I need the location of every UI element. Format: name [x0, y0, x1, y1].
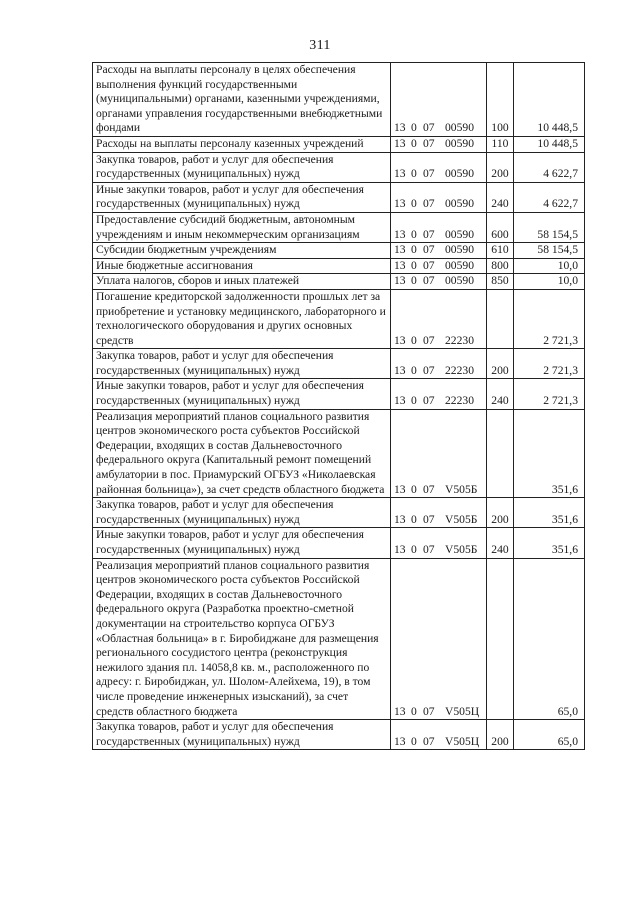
amount: 10 448,5 — [514, 136, 585, 152]
expense-type-code: 850 — [487, 274, 514, 290]
table-row — [93, 182, 585, 212]
table-row — [93, 274, 585, 290]
code-main-event: 07 — [423, 197, 435, 211]
table-row — [93, 212, 585, 242]
code-main-event: 07 — [423, 543, 435, 556]
amount: 65,0 — [514, 720, 585, 750]
budget-table — [92, 62, 585, 750]
classification-code: 13 0 07 22230 — [391, 379, 487, 409]
classification-code: 13 0 07 00590 — [391, 212, 487, 242]
classification-code: 13 0 07 00590 — [391, 63, 487, 137]
amount: 58 154,5 — [514, 243, 585, 259]
classification-code: 13 0 07 V505Ц — [391, 720, 487, 750]
classification-code: 13 0 07 22230 — [391, 349, 487, 379]
expense-type-code: 610 — [487, 243, 514, 259]
code-subprogram: 0 — [411, 274, 417, 288]
amount: 351,6 — [514, 528, 585, 558]
code-main-event: 07 — [423, 734, 435, 748]
code-program: 13 — [394, 394, 406, 408]
table-row — [93, 63, 585, 137]
expense-type-code: 200 — [487, 152, 514, 182]
code-main-event: 07 — [423, 121, 435, 135]
code-program: 13 — [394, 197, 406, 211]
amount: 351,6 — [514, 409, 585, 498]
amount: 2 721,3 — [514, 349, 585, 379]
code-program: 13 — [394, 704, 406, 718]
amount: 10,0 — [514, 258, 585, 274]
table-row — [93, 379, 585, 409]
code-program: 13 — [394, 121, 406, 135]
expense-name: Предоставление субсидий бюджетным, автономным учреждениям и иным некоммерческим организациям — [93, 212, 391, 242]
amount: 10 448,5 — [514, 63, 585, 137]
code-main-event: 07 — [423, 258, 435, 272]
code-main-event: 07 — [423, 482, 435, 496]
table-row — [93, 258, 585, 274]
classification-code: 13 0 07 00590 — [391, 274, 487, 290]
code-subprogram: 0 — [411, 394, 417, 408]
expense-name: Закупка товаров, работ и услуг для обеспечения государственных (муниципальных) нужд — [93, 349, 391, 379]
classification-code: 13 0 07 V505Ц — [391, 558, 487, 720]
expense-name: Иные закупки товаров, работ и услуг для обеспечения государственных (муниципальных) нужд — [93, 182, 391, 212]
expense-type-code: 240 — [487, 379, 514, 409]
code-main-event: 07 — [423, 227, 435, 241]
code-subprogram: 0 — [411, 167, 417, 181]
code-main-event: 07 — [423, 136, 435, 150]
expense-name: Субсидии бюджетным учреждениям — [93, 243, 391, 259]
table-body — [93, 63, 585, 750]
classification-code: 13 0 07 00590 — [391, 182, 487, 212]
code-main-event: 07 — [423, 243, 435, 257]
classification-code: 13 0 07 00590 — [391, 136, 487, 152]
code-main-event: 07 — [423, 512, 435, 526]
amount: 351,6 — [514, 498, 585, 528]
code-subprogram: 0 — [411, 482, 417, 496]
classification-code: 13 0 07 V505Б — [391, 409, 487, 498]
code-program: 13 — [394, 227, 406, 241]
code-subprogram: 0 — [411, 704, 417, 718]
code-subprogram: 0 — [411, 121, 417, 135]
expense-type-code — [487, 558, 514, 720]
code-program: 13 — [394, 258, 406, 272]
code-main-event: 07 — [423, 704, 435, 718]
amount: 65,0 — [514, 558, 585, 720]
code-subprogram: 0 — [411, 734, 417, 748]
table-row — [93, 349, 585, 379]
classification-code: 13 0 07 00590 — [391, 243, 487, 259]
table-row — [93, 498, 585, 528]
amount: 2 721,3 — [514, 289, 585, 348]
code-subprogram: 0 — [411, 258, 417, 272]
expense-type-code: 100 — [487, 63, 514, 137]
expense-name: Реализация мероприятий планов социального развития центров экономического роста субъектов Российской Федерации, входящих в состав Дальневосточного федерального округа (Капитальный ремонт помещений амбулатории в пос. Приамурский ОГБУЗ «Николаевская районная больница»), за счет средств областного бюджета — [93, 409, 391, 498]
classification-code: 13 0 07 V505Б — [391, 528, 487, 558]
code-program: 13 — [394, 167, 406, 181]
code-program: 13 — [394, 734, 406, 748]
table-row — [93, 136, 585, 152]
code-program: 13 — [394, 543, 406, 556]
code-program: 13 — [394, 274, 406, 288]
classification-code: 13 0 07 V505Б — [391, 498, 487, 528]
table-row — [93, 243, 585, 259]
table-row — [93, 152, 585, 182]
expense-type-code — [487, 409, 514, 498]
code-program: 13 — [394, 243, 406, 257]
code-subprogram: 0 — [411, 543, 417, 556]
expense-name: Иные закупки товаров, работ и услуг для обеспечения государственных (муниципальных) нужд — [93, 528, 391, 558]
code-subprogram: 0 — [411, 512, 417, 526]
code-subprogram: 0 — [411, 333, 417, 347]
expense-type-code: 800 — [487, 258, 514, 274]
expense-type-code: 200 — [487, 720, 514, 750]
code-subprogram: 0 — [411, 363, 417, 377]
expense-type-code: 600 — [487, 212, 514, 242]
code-program: 13 — [394, 482, 406, 496]
expense-type-code: 200 — [487, 349, 514, 379]
amount: 10,0 — [514, 274, 585, 290]
expense-name: Расходы на выплаты персоналу казенных учреждений — [93, 136, 391, 152]
code-program: 13 — [394, 333, 406, 347]
code-subprogram: 0 — [411, 243, 417, 257]
page-number: 311 — [309, 38, 331, 53]
amount: 4 622,7 — [514, 152, 585, 182]
table-row — [93, 720, 585, 750]
expense-name: Погашение кредиторской задолженности прошлых лет за приобретение и установку медицинского, лабораторного и технологического оборудования и других основных средств — [93, 289, 391, 348]
expense-type-code: 240 — [487, 182, 514, 212]
table-row — [93, 289, 585, 348]
code-program: 13 — [394, 136, 406, 150]
expense-name: Расходы на выплаты персоналу в целях обеспечения выполнения функций государственными (муниципальными) органами, казенными учреждениями, органами управления государственными внебюджетными фондами — [93, 63, 391, 137]
code-subprogram: 0 — [411, 197, 417, 211]
code-subprogram: 0 — [411, 136, 417, 150]
code-main-event: 07 — [423, 363, 435, 377]
table-row — [93, 528, 585, 558]
classification-code: 13 0 07 22230 — [391, 289, 487, 348]
code-main-event: 07 — [423, 394, 435, 408]
amount: 4 622,7 — [514, 182, 585, 212]
expense-name: Реализация мероприятий планов социального развития центров экономического роста субъектов Российской Федерации, входящих в состав Дальневосточного федерального округа (Разработка проектно-сметной документации на строительство корпуса ОГБУЗ «Областная больница» в г. Биробиджане для размещения регионального сосудистого центра (реконструкция нежилого здания пл. 14058,8 кв. м., расположенного по адресу: г. Биробиджан, ул. Шолом-Алейхема, 19), в том числе проведение инженерных изысканий), за счет средств областного бюджета — [93, 558, 391, 720]
table-row — [93, 409, 585, 498]
expense-type-code: 200 — [487, 498, 514, 528]
expense-type-code: 110 — [487, 136, 514, 152]
expense-type-code: 240 — [487, 528, 514, 558]
code-program: 13 — [394, 512, 406, 526]
code-main-event: 07 — [423, 333, 435, 347]
amount: 58 154,5 — [514, 212, 585, 242]
expense-name: Закупка товаров, работ и услуг для обеспечения государственных (муниципальных) нужд — [93, 498, 391, 528]
code-subprogram: 0 — [411, 227, 417, 241]
table-row — [93, 558, 585, 720]
expense-name: Иные закупки товаров, работ и услуг для обеспечения государственных (муниципальных) нужд — [93, 379, 391, 409]
code-program: 13 — [394, 363, 406, 377]
classification-code: 13 0 07 00590 — [391, 152, 487, 182]
amount: 2 721,3 — [514, 379, 585, 409]
expense-name: Иные бюджетные ассигнования — [93, 258, 391, 274]
expense-name: Закупка товаров, работ и услуг для обеспечения государственных (муниципальных) нужд — [93, 152, 391, 182]
expense-name: Уплата налогов, сборов и иных платежей — [93, 274, 391, 290]
code-main-event: 07 — [423, 167, 435, 181]
classification-code: 13 0 07 00590 — [391, 258, 487, 274]
code-main-event: 07 — [423, 274, 435, 288]
expense-type-code — [487, 289, 514, 348]
expense-name: Закупка товаров, работ и услуг для обеспечения государственных (муниципальных) нужд — [93, 720, 391, 750]
